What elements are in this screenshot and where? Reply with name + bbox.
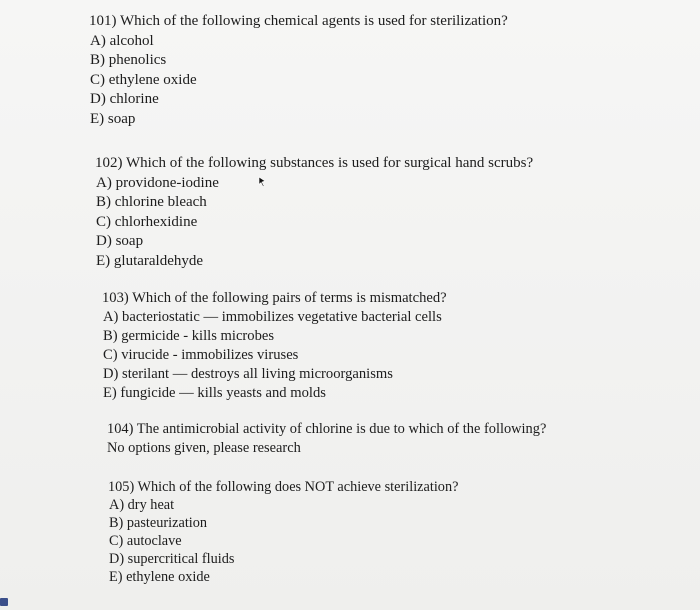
option-a: A) bacteriostatic — immobilizes vegetative bacterial cells [103, 309, 442, 325]
option-c: C) autoclave [109, 533, 182, 549]
option-e: E) soap [90, 110, 136, 127]
question-104 [107, 420, 546, 458]
option-d: D) chlorine [90, 91, 159, 107]
option-c: C) virucide - immobilizes viruses [103, 347, 299, 363]
mouse-cursor-icon [256, 176, 268, 188]
question-102 [95, 154, 533, 271]
option-b: B) germicide - kills microbes [103, 328, 275, 344]
question-101 [89, 12, 508, 129]
option-d: D) supercritical fluids [109, 551, 235, 567]
option-b: B) chlorine bleach [96, 194, 207, 210]
option-b: B) pasteurization [109, 515, 208, 531]
option-e: E) glutaraldehyde [96, 252, 204, 269]
option-e: E) fungicide — kills yeasts and molds [103, 385, 326, 401]
option-a: A) alcohol [90, 32, 154, 49]
question-stem: 103) Which of the following pairs of terms is mismatched? [102, 290, 447, 306]
question-stem: 101) Which of the following chemical agents is used for sterilization? [89, 13, 508, 29]
question-stem: 105) Which of the following does NOT achieve sterilization? [108, 479, 459, 495]
corner-app-icon [0, 598, 8, 606]
option-a: A) dry heat [109, 497, 175, 513]
option-a: A) providone-iodine [96, 174, 219, 191]
option-c: C) ethylene oxide [90, 71, 197, 88]
option-d: D) soap [96, 233, 144, 249]
option-b: B) phenolics [90, 52, 167, 68]
question-105 [108, 478, 458, 586]
question-stem: 104) The antimicrobial activity of chlorine is due to which of the following? [107, 421, 547, 437]
option-c: C) chlorhexidine [96, 213, 198, 230]
question-103 [102, 289, 447, 403]
question-note: No options given, please research [107, 440, 301, 456]
question-stem: 102) Which of the following substances is used for surgical hand scrubs? [95, 155, 534, 171]
option-d: D) sterilant — destroys all living microorganisms [103, 366, 393, 382]
option-e: E) ethylene oxide [109, 569, 210, 585]
